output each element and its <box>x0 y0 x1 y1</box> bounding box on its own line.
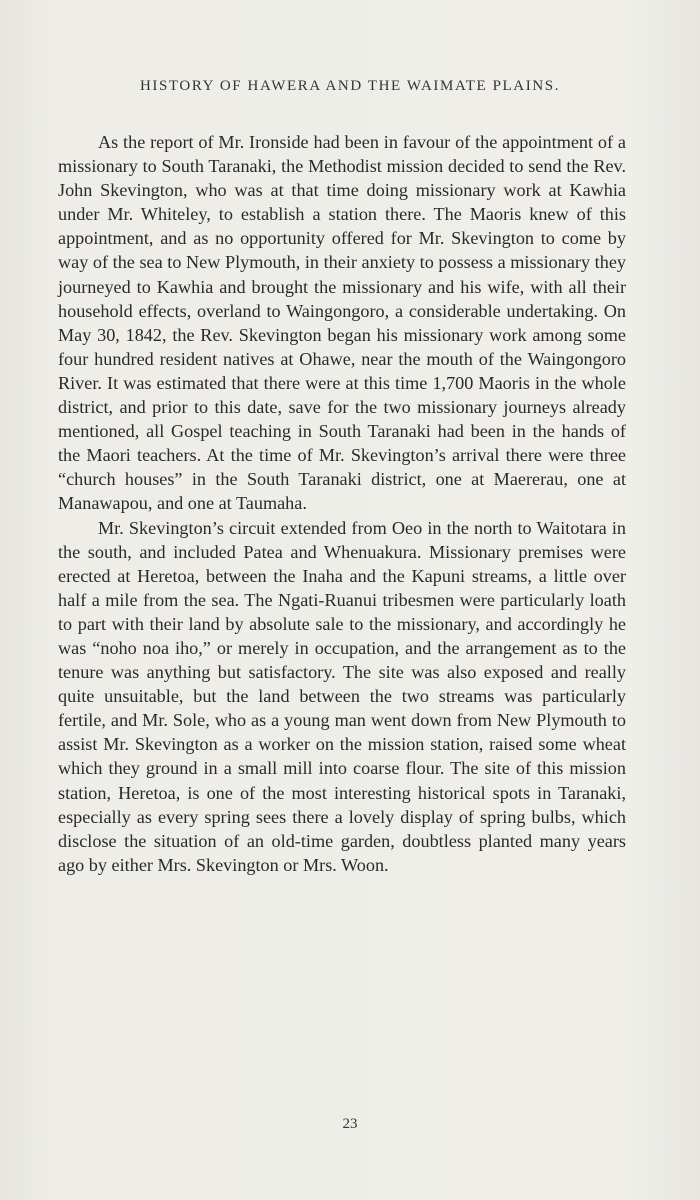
page-number: 23 <box>342 1116 358 1132</box>
body-text <box>58 130 626 877</box>
paragraph-1: As the report of Mr. Ironside had been in favour of the appointment of a missionary to South Taranaki, the Methodist mission decided to send the Rev. John Skevington, who was at that time doing missionary work at Kawhia under Mr. Whiteley, to establish a station there. The Maoris knew of this appointment, and as no opportunity offered for Mr. Skevington to come by way of the sea to New Plymouth, in their anxiety to possess a missionary they journeyed to Kawhia and brought the missionary and his wife, with all their household effects, overland to Waingongoro, a considerable undertaking. On May 30, 1842, the Rev. Skevington began his missionary work among some four hundred resident natives at Ohawe, near the mouth of the Waingongoro River. It was estimated that there were at this time 1,700 Maoris in the whole district, and prior to this date, save for the two missionary journeys already mentioned, all Gospel teaching in South Taranaki had been in the hands of the Maori teachers. At the time of Mr. Skevington’s arrival there were three “church houses” in the South Taranaki district, one at Maererau, one at Manawapou, and one at Taumaha. <box>58 132 626 514</box>
paragraph-2: Mr. Skevington’s circuit extended from Oeo in the north to Waitotara in the south, and included Patea and Whenuakura. Missionary premises were erected at Heretoa, between the Inaha and the Kapuni streams, a little over half a mile from the sea. The Ngati-Ruanui tribesmen were particularly loath to part with their land by absolute sale to the missionary, and accordingly he was “noho noa iho,” or merely in occupation, and the arrangement as to the tenure was anything but satisfactory. The site was also exposed and really quite unsuitable, but the land between the two streams was particularly fertile, and Mr. Sole, who as a young man went down from New Plymouth to assist Mr. Skevington as a worker on the mission station, raised some wheat which they ground in a small mill into coarse flour. The site of this mission station, Heretoa, is one of the most interesting historical spots in Taranaki, especially as every spring sees there a lovely display of spring bulbs, which disclose the situation of an old-time garden, doubtless planted many years ago by either Mrs. Skevington or Mrs. Woon. <box>58 517 626 875</box>
running-head: HISTORY OF HAWERA AND THE WAIMATE PLAINS. <box>139 78 561 94</box>
